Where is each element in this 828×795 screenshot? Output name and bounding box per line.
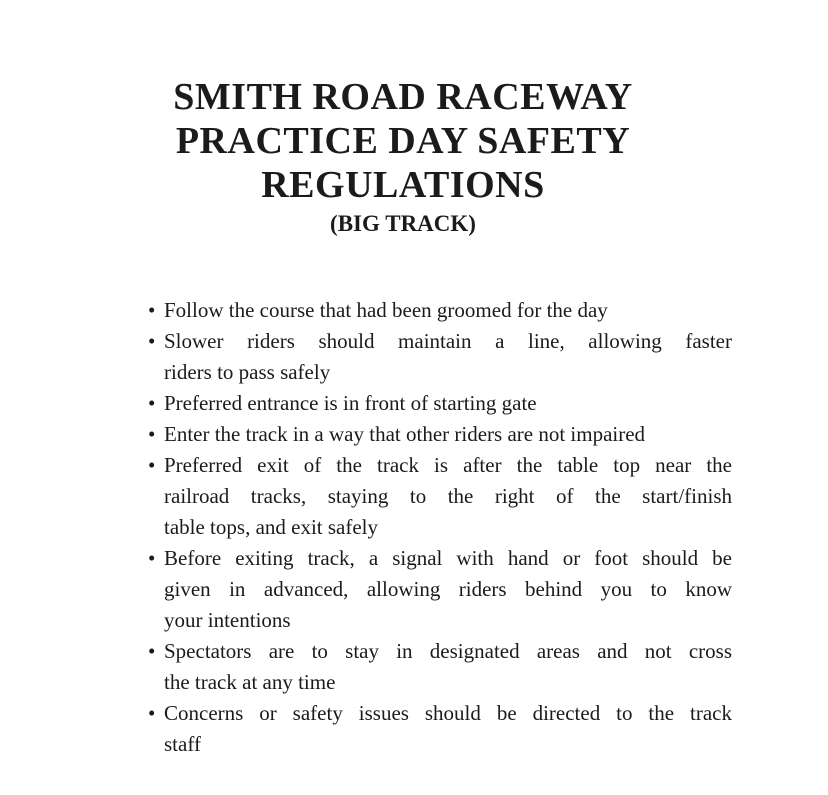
rule-line: Slower riders should maintain a line, allowing faster	[164, 329, 732, 353]
rule-item	[148, 295, 732, 326]
rule-line: given in advanced, allowing riders behind you to know	[164, 577, 732, 601]
rule-item	[148, 698, 732, 760]
title-line-1: SMITH ROAD RACEWAY	[173, 76, 633, 118]
rule-line: Enter the track in a way that other riders are not impaired	[164, 422, 646, 446]
rule-line: Concerns or safety issues should be directed to the track	[164, 701, 732, 725]
rule-item	[148, 326, 732, 388]
rule-line: the track at any time	[164, 670, 336, 694]
rules-list	[148, 295, 732, 760]
rule-item	[148, 636, 732, 698]
page-subtitle: (BIG TRACK)	[330, 211, 476, 236]
rule-line: Spectators are to stay in designated areas and not cross	[164, 639, 732, 663]
bullet-icon: •	[148, 298, 156, 322]
rule-item	[148, 419, 732, 450]
bullet-icon: •	[148, 453, 156, 477]
bullet-icon: •	[148, 391, 156, 415]
bullet-icon: •	[148, 639, 156, 663]
rule-line: Preferred exit of the track is after the table top near the	[164, 453, 732, 477]
bullet-icon: •	[148, 422, 156, 446]
page-title	[0, 0, 817, 207]
rule-line: Preferred entrance is in front of starting gate	[164, 391, 537, 415]
rule-item	[148, 450, 732, 543]
rule-line: table tops, and exit safely	[164, 515, 379, 539]
bullet-icon: •	[148, 701, 156, 725]
rule-line: your intentions	[164, 608, 291, 632]
title-line-2: PRACTICE DAY SAFETY	[175, 120, 631, 162]
rule-line: railroad tracks, staying to the right of the start/finish	[164, 484, 732, 508]
bullet-icon: •	[148, 546, 156, 570]
rule-line: staff	[164, 732, 201, 756]
rule-item	[148, 388, 732, 419]
rule-line: Before exiting track, a signal with hand or foot should be	[164, 546, 732, 570]
title-line-3: REGULATIONS	[261, 164, 545, 206]
rule-item	[148, 543, 732, 636]
rule-line: riders to pass safely	[164, 360, 331, 384]
bullet-icon: •	[148, 329, 156, 353]
rule-line: Follow the course that had been groomed for the day	[164, 298, 608, 322]
